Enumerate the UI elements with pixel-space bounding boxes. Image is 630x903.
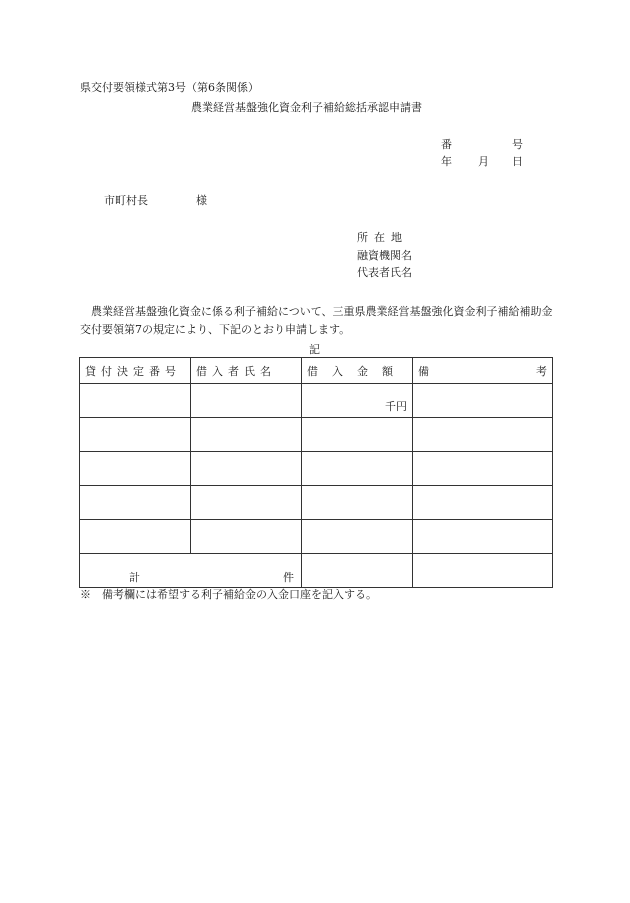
- table-header-row: [80, 358, 553, 384]
- cell-loan-amount[interactable]: [302, 418, 413, 452]
- addressee: 市町村長: [104, 194, 148, 207]
- cell-decision-number[interactable]: [80, 384, 191, 418]
- cell-borrower-name[interactable]: [191, 418, 302, 452]
- cell-borrower-name[interactable]: [191, 384, 302, 418]
- cell-remarks[interactable]: [413, 486, 553, 520]
- cell-decision-number[interactable]: [80, 520, 191, 554]
- table-row: [80, 418, 553, 452]
- cell-remarks[interactable]: [413, 452, 553, 486]
- header-loan-amount: 借入 金額: [302, 358, 413, 384]
- application-table: [79, 357, 553, 588]
- document-title: 農業経営基盤強化資金利子補給総括承認申請書: [191, 101, 422, 114]
- cell-loan-amount[interactable]: [302, 452, 413, 486]
- header-decision-number: 貸付決定番号: [80, 358, 191, 384]
- form-reference: 県交付要領様式第3号（第6条関係）: [80, 81, 259, 94]
- cell-loan-amount[interactable]: [302, 384, 413, 418]
- cell-decision-number[interactable]: [80, 486, 191, 520]
- header-remarks: 備 考: [413, 358, 553, 384]
- body-text: 農業経営基盤強化資金に係る利子補給について、三重県農業経営基盤強化資金利子補給補助金交付要領第7の規定により、下記のとおり申請します。: [80, 305, 553, 336]
- honorific: 様: [196, 194, 207, 207]
- cell-loan-amount[interactable]: [302, 520, 413, 554]
- cell-loan-amount[interactable]: [302, 486, 413, 520]
- date-month-label: 月: [478, 155, 489, 168]
- cell-decision-number[interactable]: [80, 418, 191, 452]
- cell-borrower-name[interactable]: [191, 520, 302, 554]
- table-row: [80, 520, 553, 554]
- table-row: [80, 486, 553, 520]
- applicant-institution-label: 融資機関名: [357, 249, 412, 262]
- cell-total-amount[interactable]: [302, 554, 413, 588]
- date-year-label: 年: [441, 155, 452, 168]
- cell-total-count[interactable]: [80, 554, 302, 588]
- header-borrower-name: 借入者氏名: [191, 358, 302, 384]
- cell-decision-number[interactable]: [80, 452, 191, 486]
- ki-label: 記: [309, 343, 320, 356]
- table-total-row: [80, 554, 553, 588]
- table-row: [80, 384, 553, 418]
- doc-number-suffix: 号: [512, 138, 523, 151]
- cell-remarks[interactable]: [413, 418, 553, 452]
- cell-remarks[interactable]: [413, 384, 553, 418]
- footnote: ※ 備考欄には希望する利子補給金の入金口座を記入する。: [80, 588, 377, 601]
- cell-borrower-name[interactable]: [191, 452, 302, 486]
- total-label: 計: [129, 571, 140, 584]
- cell-borrower-name[interactable]: [191, 486, 302, 520]
- date-day-label: 日: [512, 155, 523, 168]
- cell-total-remarks[interactable]: [413, 554, 553, 588]
- unit-label: 千円: [385, 400, 407, 413]
- applicant-address-label: 所在地: [357, 231, 408, 244]
- table-row: [80, 452, 553, 486]
- cell-remarks[interactable]: [413, 520, 553, 554]
- count-unit-label: 件: [283, 571, 294, 584]
- applicant-representative-label: 代表者氏名: [357, 266, 412, 279]
- doc-number-label: 番: [441, 138, 452, 151]
